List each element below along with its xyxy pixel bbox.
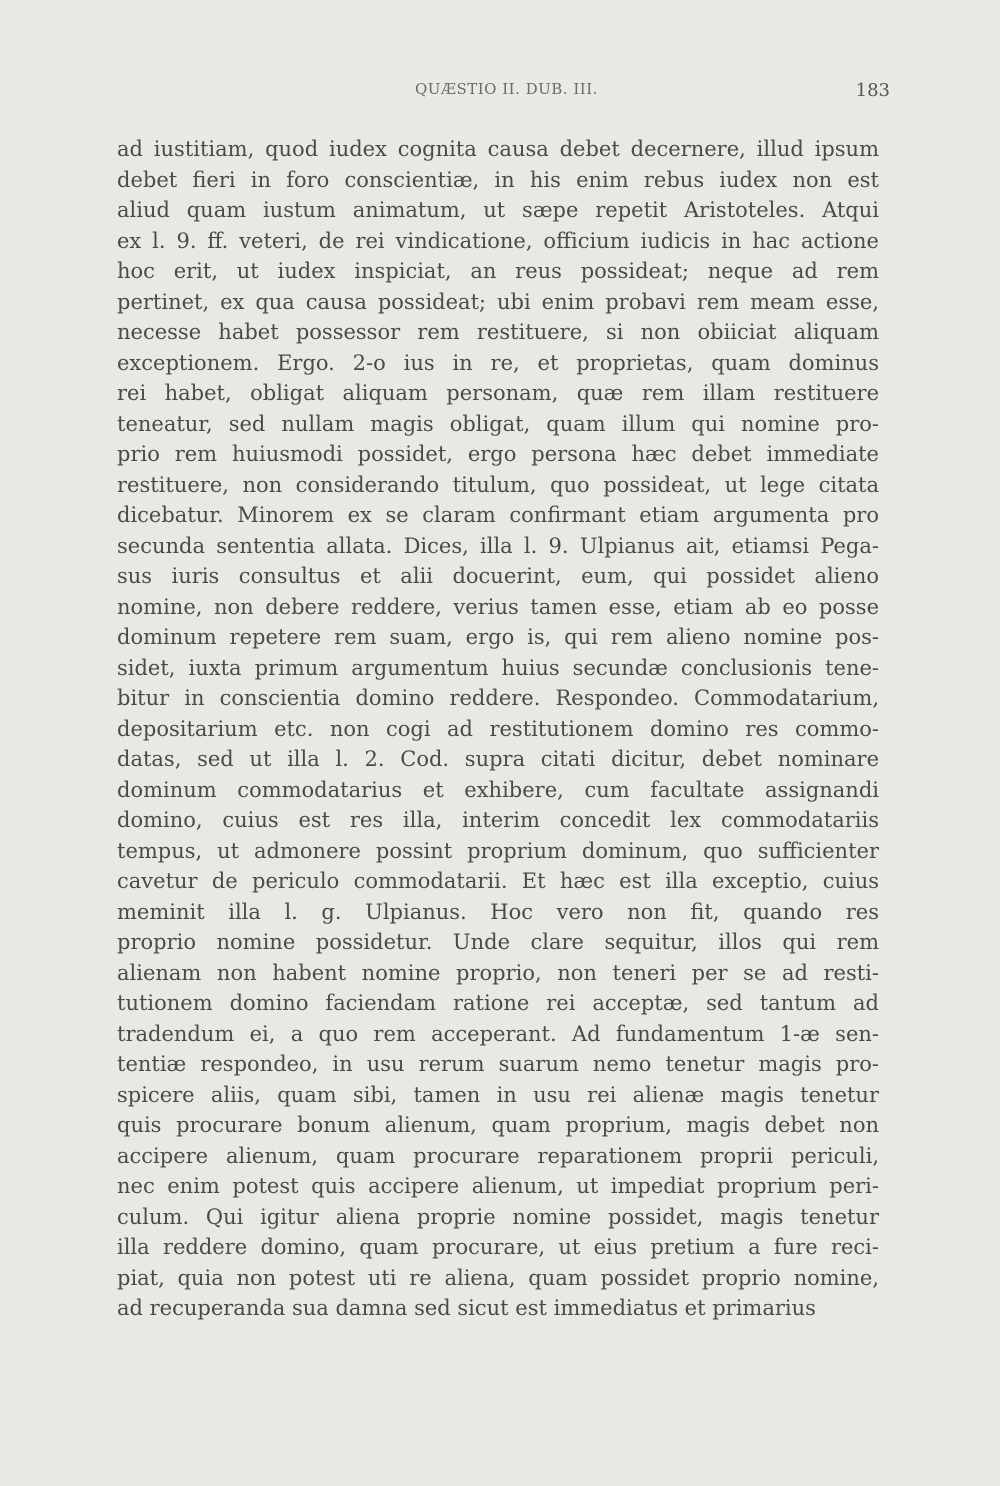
text-line: debet fieri in foro conscientiæ, in his enim rebus iudex non est [117, 167, 879, 192]
text-line: ad iustitiam, quod iudex cognita causa debet decernere, illud ipsum [117, 137, 879, 161]
text-line: restituere, non considerando titulum, quo possideat, ut lege citata [117, 472, 879, 497]
text-line: rei habet, obligat aliquam personam, quæ rem illam restituere [117, 381, 879, 405]
running-head: QUÆSTIO II. DUB. III. [415, 80, 598, 98]
text-line: necesse habet possessor rem restituere, si non obiiciat aliquam [117, 320, 879, 344]
text-line: accipere alienum, quam procurare reparationem proprii periculi, [117, 1143, 879, 1168]
text-line: exceptionem. Ergo. 2-o ius in re, et proprietas, quam dominus [117, 350, 879, 375]
text-line: tradendum ei, a quo rem acceperant. Ad fundamentum 1-æ sen- [117, 1021, 879, 1046]
text-line: pertinet, ex qua causa possideat; ubi enim probavi rem meam esse, [117, 289, 879, 314]
text-line: datas, sed ut illa l. 2. Cod. supra citati dicitur, debet nominare [117, 747, 879, 771]
text-line: ex l. 9. ff. veteri, de rei vindicatione, officium iudicis in hac actione [117, 228, 879, 253]
text-line: nec enim potest quis accipere alienum, ut impediat proprium peri- [117, 1174, 879, 1198]
text-line: cavetur de periculo commodatarii. Et hæc est illa exceptio, cuius [117, 869, 879, 893]
text-line: culum. Qui igitur aliena proprie nomine possidet, magis tenetur [117, 1204, 879, 1229]
text-line: tentiæ respondeo, in usu rerum suarum nemo tenetur magis pro- [117, 1052, 879, 1076]
text-line: alienam non habent nomine proprio, non teneri per se ad resti- [117, 960, 879, 985]
text-line: illa reddere domino, quam procurare, ut eius pretium a fure reci- [117, 1235, 879, 1259]
text-line: meminit illa l. g. Ulpianus. Hoc vero non fit, quando res [117, 899, 879, 924]
text-line: hoc erit, ut iudex inspiciat, an reus possideat; neque ad rem [117, 259, 879, 283]
text-line: proprio nomine possidetur. Unde clare sequitur, illos qui rem [117, 930, 879, 954]
text-line: piat, quia non potest uti re aliena, quam possidet proprio nomine, [117, 1265, 879, 1290]
text-line: dominum repetere rem suam, ergo is, qui rem alieno nomine pos- [117, 625, 879, 649]
text-line: quis procurare bonum alienum, quam proprium, magis debet non [117, 1113, 879, 1137]
text-line: domino, cuius est res illa, interim concedit lex commodatariis [117, 808, 879, 832]
text-line: sidet, iuxta primum argumentum huius secundæ conclusionis tene- [117, 655, 879, 680]
text-line: dicebatur. Minorem ex se claram confirmant etiam argumenta pro [117, 503, 879, 527]
text-line: tempus, ut admonere possint proprium dominum, quo sufficienter [117, 838, 879, 863]
text-line: tutionem domino faciendam ratione rei acceptæ, sed tantum ad [117, 991, 879, 1015]
text-line: prio rem huiusmodi possidet, ergo persona hæc debet immediate [117, 442, 879, 466]
text-line: dominum commodatarius et exhibere, cum facultate assignandi [117, 777, 879, 802]
text-line: depositarium etc. non cogi ad restitutionem domino res commo- [117, 716, 879, 741]
text-line: teneatur, sed nullam magis obligat, quam illum qui nomine pro- [117, 411, 879, 436]
page-number: 183 [855, 80, 890, 101]
body-text [117, 134, 879, 1324]
text-line: nomine, non debere reddere, verius tamen esse, etiam ab eo posse [117, 594, 879, 619]
text-line: spicere aliis, quam sibi, tamen in usu rei alienæ magis tenetur [117, 1082, 879, 1107]
text-line: sus iuris consultus et alii docuerint, eum, qui possidet alieno [117, 564, 879, 588]
text-line: bitur in conscientia domino reddere. Respondeo. Commodatarium, [117, 686, 879, 710]
text-line: secunda sententia allata. Dices, illa l. 9. Ulpianus ait, etiamsi Pega- [117, 533, 879, 558]
text-line: aliud quam iustum animatum, ut sæpe repetit Aristoteles. Atqui [117, 198, 879, 222]
text-line: ad recuperanda sua damna sed sicut est immediatus et primarius [117, 1296, 816, 1320]
